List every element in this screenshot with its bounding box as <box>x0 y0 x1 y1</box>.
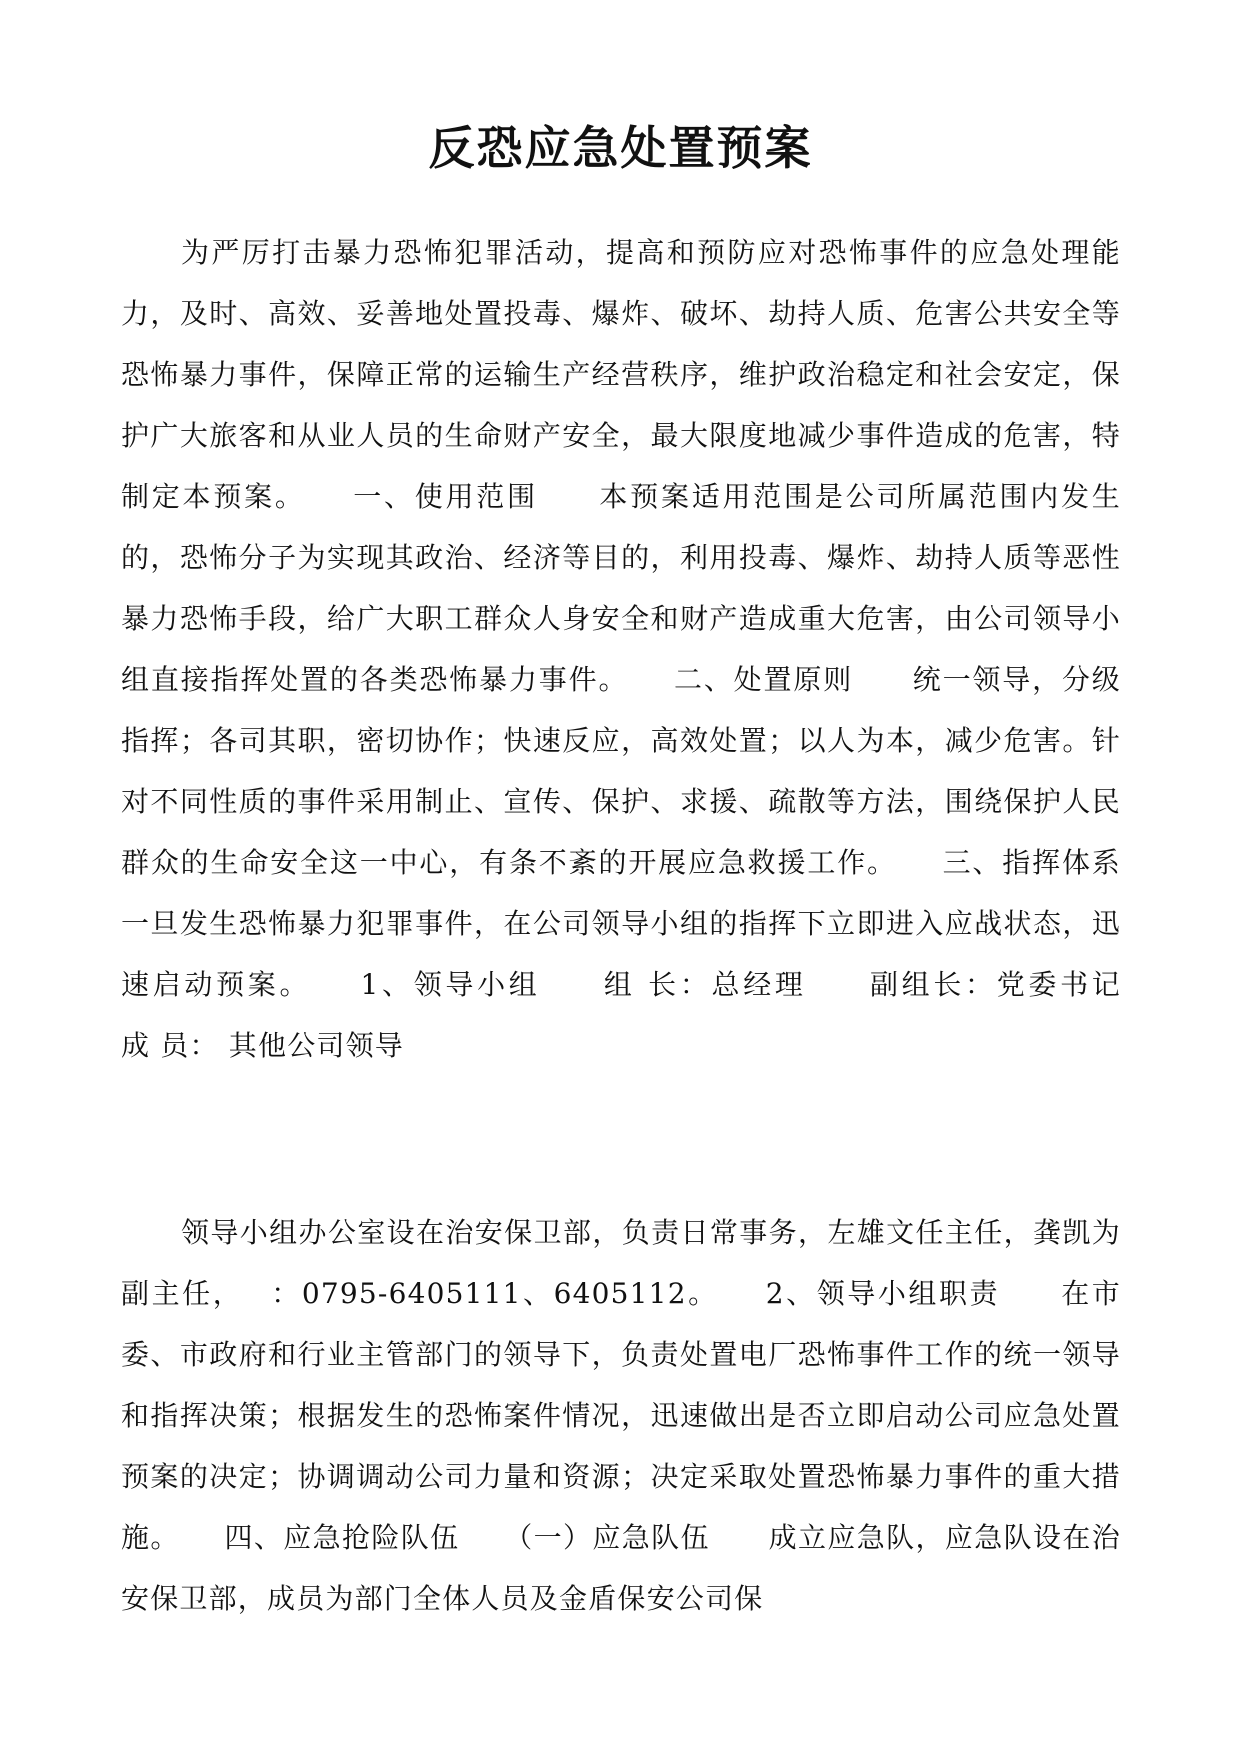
paragraph-2: 领导小组办公室设在治安保卫部，负责日常事务，左雄文任主任，龚凯为副主任， ：0795-6405111、6405112。 2、领导小组职责 在市委、市政府和行业主管部门的领导下，负责处置电厂恐怖事件工作的统一领导和指挥决策；根据发生的恐怖案件情况，迅速做出是否立即启动公司应急处置预案的决定；协调调动公司力量和资源；决定采取处置恐怖暴力事件的重大措施。 四、应急抢险队伍 （一）应急队伍 成立应急队，应急队设在治安保卫部，成员为部门全体人员及金盾保安公司保 <box>121 1216 1121 1615</box>
document-title: 反恐应急处置预案 <box>428 121 813 175</box>
paragraph-1: 为严厉打击暴力恐怖犯罪活动，提高和预防应对恐怖事件的应急处理能力，及时、高效、妥善地处置投毒、爆炸、破坏、劫持人质、危害公共安全等恐怖暴力事件，保障正常的运输生产经营秩序，维护政治稳定和社会安定，保护广大旅客和从业人员的生命财产安全，最大限度地减少事件造成的危害，特制定本预案。 一、使用范围 本预案适用范围是公司所属范围内发生的，恐怖分子为实现其政治、经济等目的，利用投毒、爆炸、劫持人质等恶性暴力恐怖手段，给广大职工群众人身安全和财产造成重大危害，由公司领导小组直接指挥处置的各类恐怖暴力事件。 二、处置原则 统一领导，分级指挥；各司其职，密切协作；快速反应，高效处置；以人为本，减少危害。针对不同性质的事件采用制止、宣传、保护、求援、疏散等方法，围绕保护人民群众的生命安全这一中心，有条不紊的开展应急救援工作。 三、指挥体系 一旦发生恐怖暴力犯罪事件，在公司领导小组的指挥下立即进入应战状态，迅速启动预案。 1、领导小组 组 长：总经理 副组长：党委书记 成 员： 其他公司领导 <box>121 236 1180 1062</box>
